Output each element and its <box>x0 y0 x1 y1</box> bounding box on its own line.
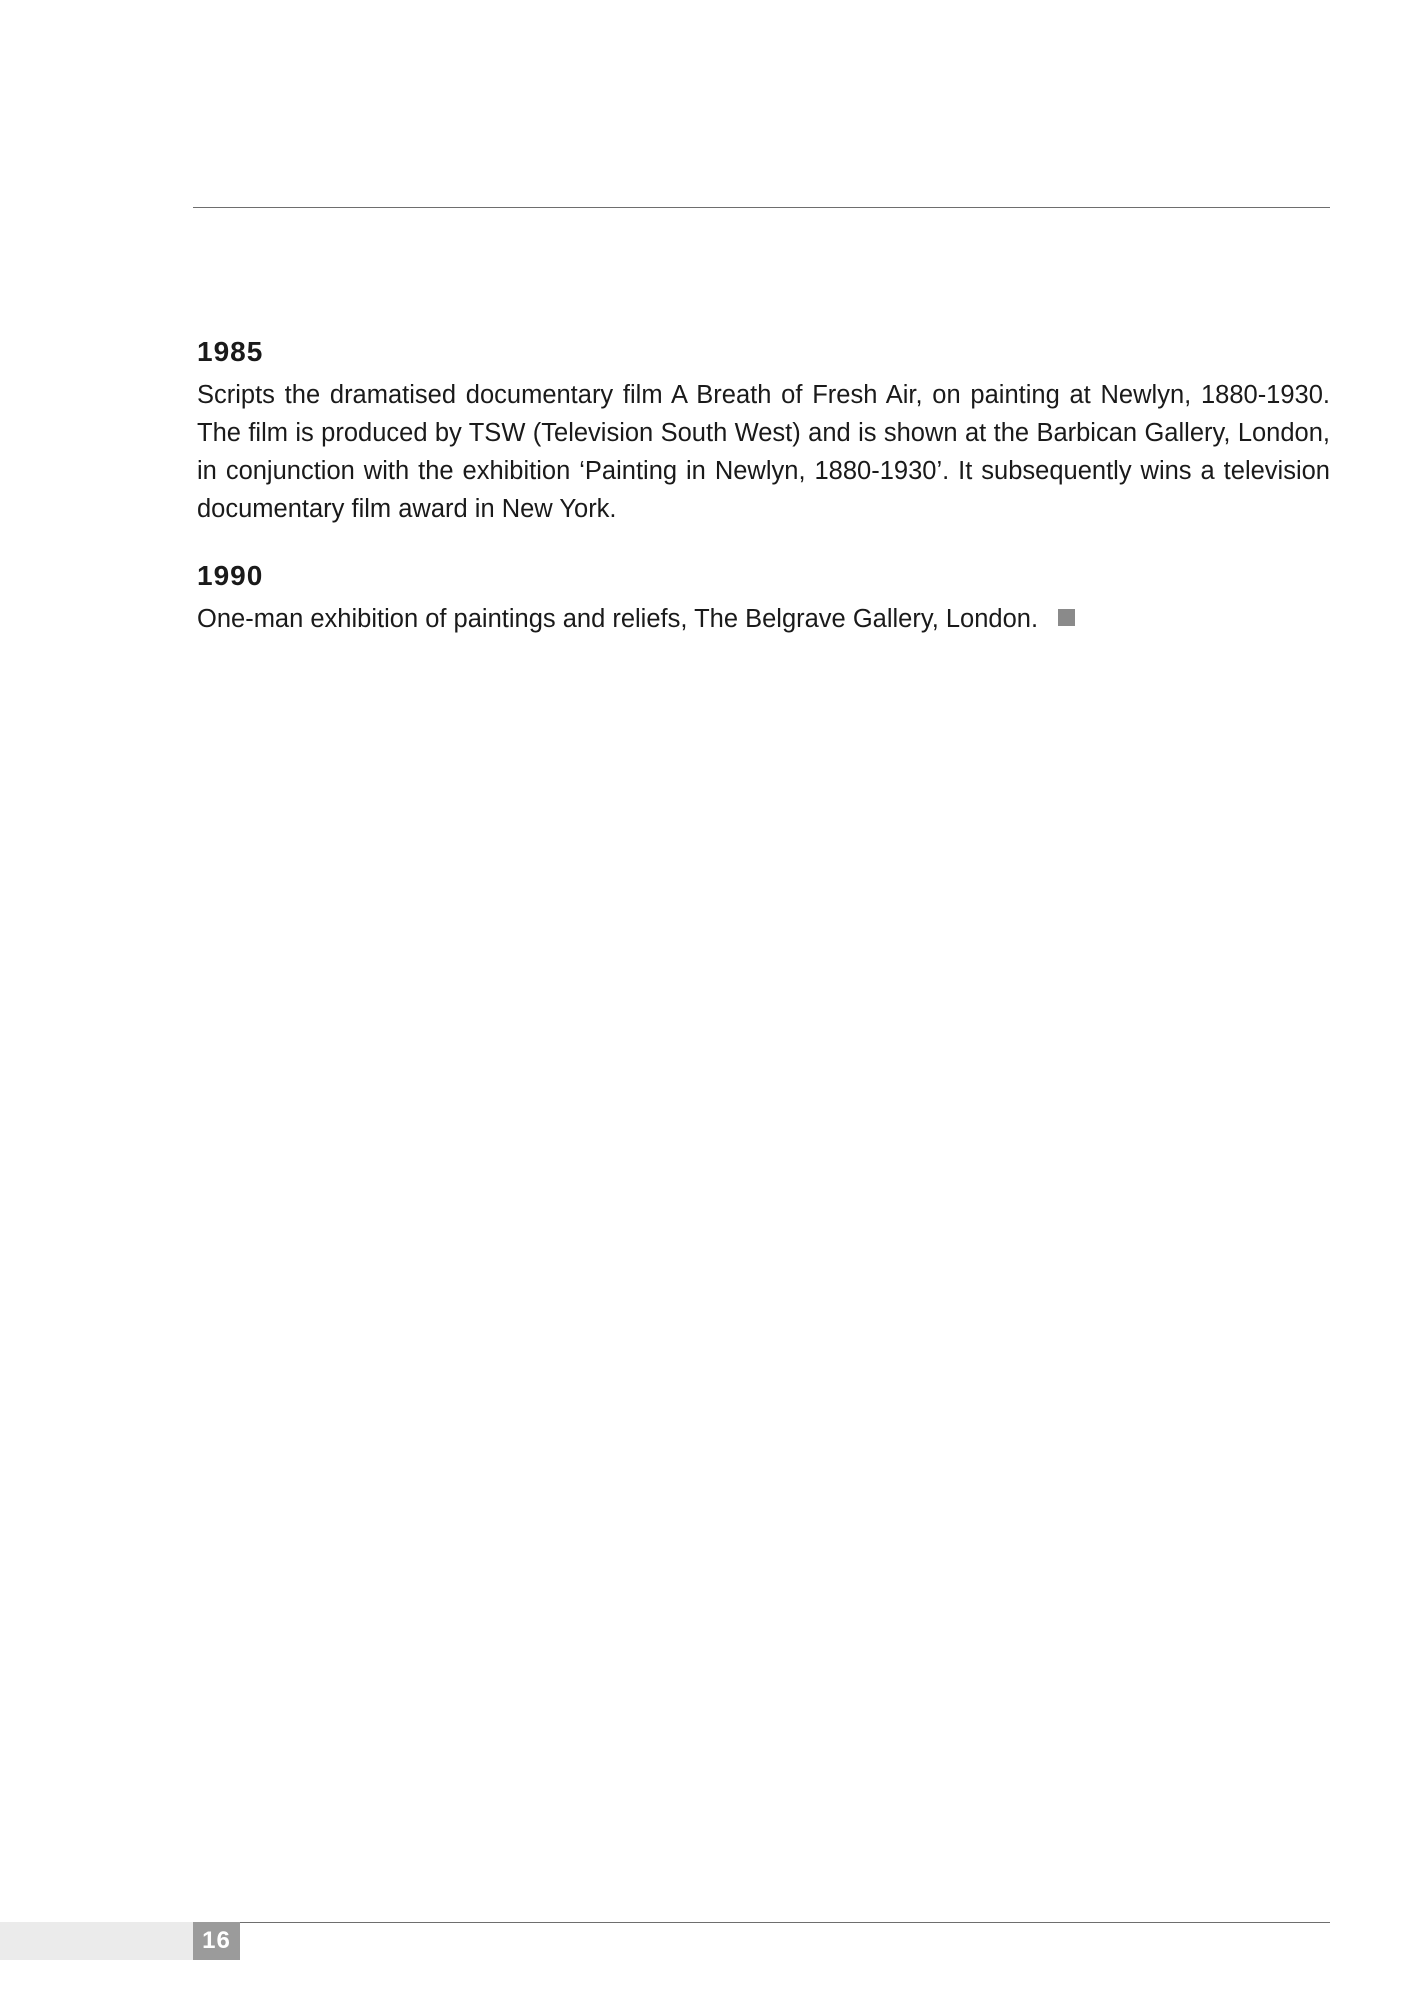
chronology-entry-1985 <box>197 332 1330 528</box>
header-rule <box>193 207 1330 208</box>
footer-band <box>0 1922 193 1960</box>
entry-text: One-man exhibition of paintings and reliefs, The Belgrave Gallery, London. <box>197 605 1039 633</box>
entry-text-wrapper <box>197 600 1330 638</box>
page-number: 16 <box>193 1922 240 1960</box>
footer-rule <box>240 1922 1330 1923</box>
chronology-entry-1990 <box>197 556 1330 638</box>
entry-year: 1985 <box>197 336 264 367</box>
chronology-section <box>197 332 1330 638</box>
end-square-icon <box>1058 609 1075 626</box>
entry-year: 1990 <box>197 560 264 591</box>
entry-text: Scripts the dramatised documentary film A Breath of Fresh Air, on painting at Newlyn, 1880-1930. The film is produced by TSW (Television South West) and is shown at the Barbican Gallery, London, in conjunction with the exhibition ‘Painting in Newlyn, 1880-1930’. It subsequently wins a television documentary film award in New York. <box>197 381 1330 523</box>
